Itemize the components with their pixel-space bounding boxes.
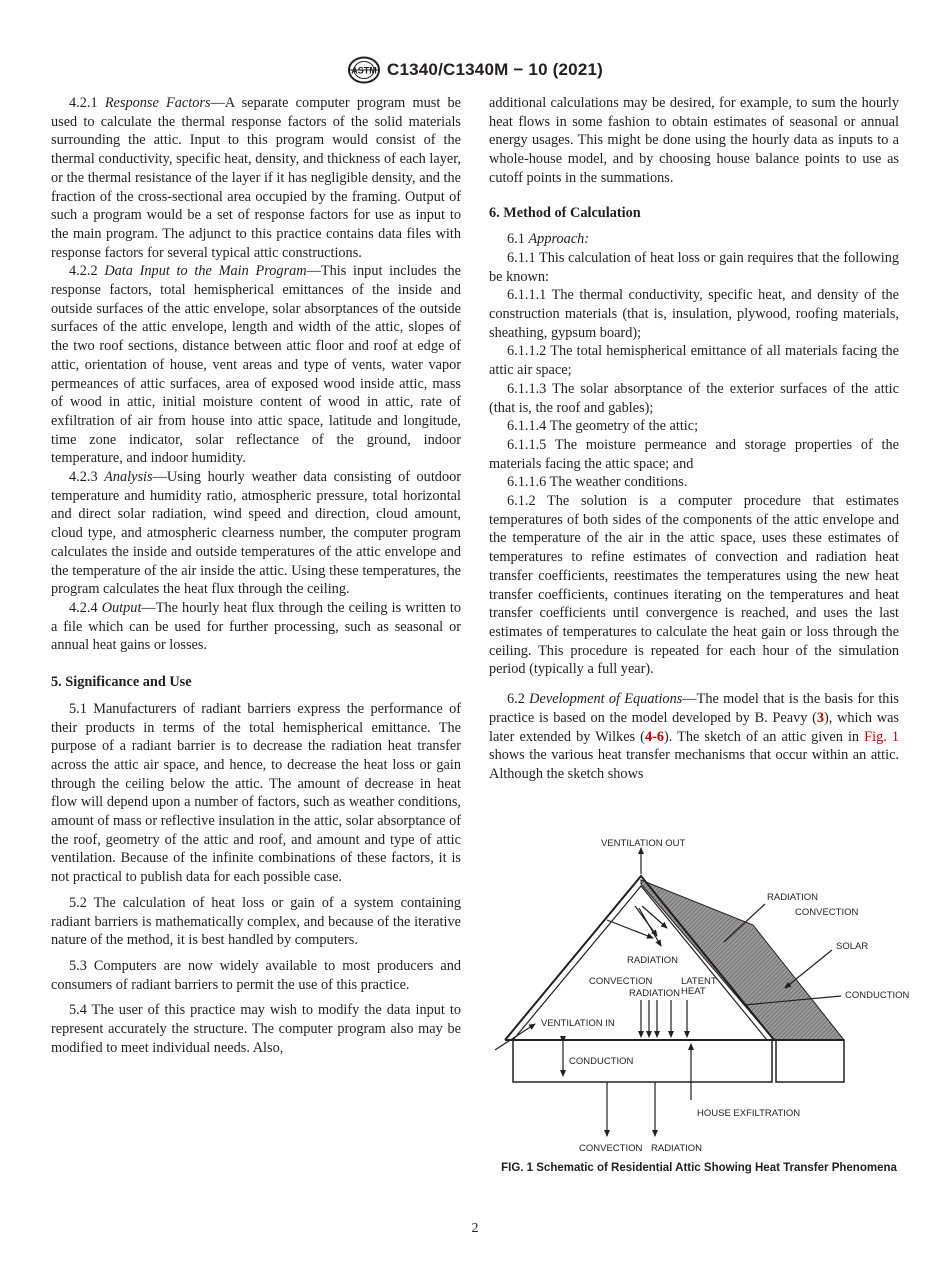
paragraph-5-2: 5.2 The calculation of heat loss or gain of a system containing radiant barriers is mathematically complex, and because of the iterative nature of the method, it is best handled by computers. (51, 894, 461, 949)
label-ventilation-in: VENTILATION IN (541, 1018, 615, 1029)
paragraph-title: Development of Equations (529, 691, 683, 708)
house-body-left (513, 1040, 772, 1082)
label-radiation-bottom: RADIATION (651, 1143, 703, 1154)
paragraph-6-1-1-1: 6.1.1.1 The thermal conductivity, specific heat, and density of the construction materials (that is, insulation, plywood, roofing materials, sheathing, gypsum board); (489, 287, 899, 341)
paragraph-title: Response Factors (104, 95, 211, 111)
paragraph-number: 6.2 (507, 691, 525, 708)
paragraph-6-1-1-6: 6.1.1.6 The weather conditions. (507, 474, 688, 491)
label-conduction-right: CONDUCTION (845, 990, 909, 1001)
paragraph-4-2-4 (51, 599, 461, 655)
paragraph-6-2 (489, 690, 899, 784)
paragraph-4-2-2 (51, 262, 461, 468)
paragraph-number: 4.2.4 (69, 599, 98, 616)
paragraph-6-1-1-3: 6.1.1.3 The solar absorptance of the exterior surfaces of the attic (that is, the roof and gables); (489, 380, 899, 416)
paragraph-6-1-1: 6.1.1 This calculation of heat loss or gain requires that the following be known: (489, 249, 899, 285)
paragraph-4-2-1 (51, 94, 461, 262)
section-6-heading: 6. Method of Calculation (489, 204, 641, 221)
label-radiation-top: RADIATION (767, 892, 819, 903)
section-5-heading: 5. Significance and Use (51, 674, 192, 691)
paragraph-5-4: 5.4 The user of this practice may wish to modify the data input to represent accurately the structure. The computer program also may be modified to meet individual needs. Also, (51, 1002, 461, 1056)
paragraph-6-1-1-2: 6.1.1.2 The total hemispherical emittance of all materials facing the attic air space; (489, 343, 899, 379)
paragraph-6-1-1-5: 6.1.1.5 The moisture permeance and storage properties of the materials facing the attic space; and (489, 436, 899, 472)
paragraph-number: 4.2.2 (69, 263, 98, 280)
radiation-arrow (607, 920, 653, 938)
label-conduction-ceiling: CONDUCTION (569, 1056, 634, 1067)
paragraph-text: ), which was later extended by Wilkes ( (489, 709, 899, 745)
label-convection-inner: CONVECTION (589, 976, 653, 987)
attic-schematic-figure (489, 832, 909, 1158)
label-solar: SOLAR (836, 941, 869, 952)
house-body-right (776, 1040, 844, 1082)
paragraph-number: 6.1 (507, 231, 525, 248)
paragraph-title: Data Input to the Main Program (104, 263, 307, 280)
reference-link-4-6[interactable]: 4-6 (644, 728, 664, 745)
paragraph-number: 4.2.3 (69, 469, 98, 486)
label-heat: HEAT (681, 986, 706, 997)
paragraph-5-4-continued: additional calculations may be desired, for example, to sum the hourly heat flows in some fashion to obtain estimates of seasonal or annual energy usages. This might be done using the hourly data as inputs to a whole-house model, and by choosing house balance points to use as cutoff points in the summations. (489, 95, 899, 186)
reference-link-3[interactable]: 3 (816, 709, 825, 726)
label-radiation-lower: RADIATION (629, 988, 681, 999)
label-radiation-inner: RADIATION (627, 955, 679, 966)
attic-schematic-diagram (489, 832, 909, 1158)
paragraph-5-1: 5.1 Manufacturers of radiant barriers express the performance of their products in terms of the total hemispherical emittance. The purpose of a radiant barrier is to decrease the radiation heat transfer across the attic air space, and hence, to decrease the heat loss or gain through the ceiling below the attic. The amount of decrease in heat flow will depend upon a number of factors, such as weather conditions, amount of mass or reflective insulation in the attic, solar absorptance of the roof, geometry of the attic and roof, and amount and type of attic ventilation. Because of the infinite combinations of these factors, it is not practical to publish data for each possible case. (51, 700, 461, 886)
paragraph-text: shows the various heat transfer mechanisms that occur within an attic. Although the sketch shows (489, 747, 899, 782)
astm-logo-icon (347, 56, 381, 84)
solar-arrow (785, 950, 832, 988)
label-ventilation-out: VENTILATION OUT (601, 838, 686, 849)
paragraph-number: 4.2.1 (69, 95, 98, 111)
right-column (489, 94, 899, 784)
astm-logo-text: ASTM (351, 65, 377, 76)
paragraph-6-1-1-4: 6.1.1.4 The geometry of the attic; (507, 418, 699, 435)
paragraph-text: —The hourly heat flux through the ceiling is written to a file which can be used for further processing, such as seasonal or annual heat gains or losses. (51, 599, 461, 654)
paragraph-title: Output (101, 599, 142, 616)
figure-1-link[interactable]: Fig. 1 (864, 728, 899, 745)
paragraph-title: Approach: (528, 231, 590, 248)
paragraph-4-2-3 (51, 468, 461, 599)
label-latent: LATENT (681, 976, 717, 987)
paragraph-text: —Using hourly weather data consisting of outdoor temperature and humidity ratio, atmospheric pressure, total horizontal and direct solar radiation, wind speed and direction, cloud amount, cloud type, and atmospheric clearness number, the computer program calculates the inside and outside temperatures of the attic envelope and the temperature of the air inside the attic. Using these temperatures, the program calculates the heat flux through the ceiling. (51, 469, 462, 598)
label-house-exfiltration: HOUSE EXFILTRATION (697, 1108, 801, 1119)
page-header (0, 56, 950, 84)
paragraph-text: —A separate computer program must be used to calculate the thermal response factors of the solid materials surrounding the attic. Input to this program would consist of the thermal conductivity, specific heat, density, and thickness of each layer, or the thermal resistance of the layer if it has negligible density, and the fraction of the cross-sectional area occupied by the framing. Output of such a program would be a set of response factors for use as input to the main program. The adjunct to this practice contains data files with response factors for several typical attic constructions. (51, 95, 462, 261)
paragraph-text: —This input includes the response factors, total hemispherical emittances of the inside and outside surfaces of the attic envelope, solar absorptances of the outside surfaces of the attic envelope, length and width of the attic, slopes of the two roof sections, distance between attic floor and roof at edge of attic, orientation of house, vent areas and type of vents, water vapor permeances of attic surfaces, area of exposed wood inside attic, mass of wood in attic, initial moisture content of wood in attic, rate of exfiltration of air from house into attic space, latitude and longitude, time zone indicator, solar reflectance of the ground, indoor temperature, and indoor humidity. (51, 263, 462, 467)
paragraph-title: Analysis (104, 469, 153, 486)
paragraph-5-3: 5.3 Computers are now widely available to most producers and consumers of radiant barriers to permit the use of this practice. (51, 957, 461, 993)
document-designation: C1340/C1340M − 10 (2021) (386, 60, 604, 79)
label-convection-bottom: CONVECTION (579, 1143, 643, 1154)
paragraph-text: —The model that is the basis for this practice is based on the model developed by B. Peavy ( (489, 691, 899, 726)
paragraph-6-1-2: 6.1.2 The solution is a computer procedure that estimates temperatures of both sides of the components of the attic envelope and the temperature of the air in the attic space, uses these estimates of temperatures to refine estimates of convection and radiation heat transfer coefficients, reestimates the temperatures using the new heat transfer coefficients, continues iterating on the temperatures and heat transfer coefficients until convergence is reached, and uses the last estimates of temperatures to calculate the heat gain or loss through the ceiling. This procedure is repeated for each hour of the simulation period (typically a full year). (489, 493, 899, 678)
left-column (51, 94, 461, 1057)
label-convection-top: CONVECTION (795, 907, 859, 918)
paragraph-6-1 (489, 230, 899, 249)
page-number: 2 (471, 1221, 479, 1236)
figure-caption: FIG. 1 Schematic of Residential Attic Showing Heat Transfer Phenomena (501, 1162, 897, 1174)
paragraph-text: ). The sketch of an attic given in (664, 728, 865, 745)
